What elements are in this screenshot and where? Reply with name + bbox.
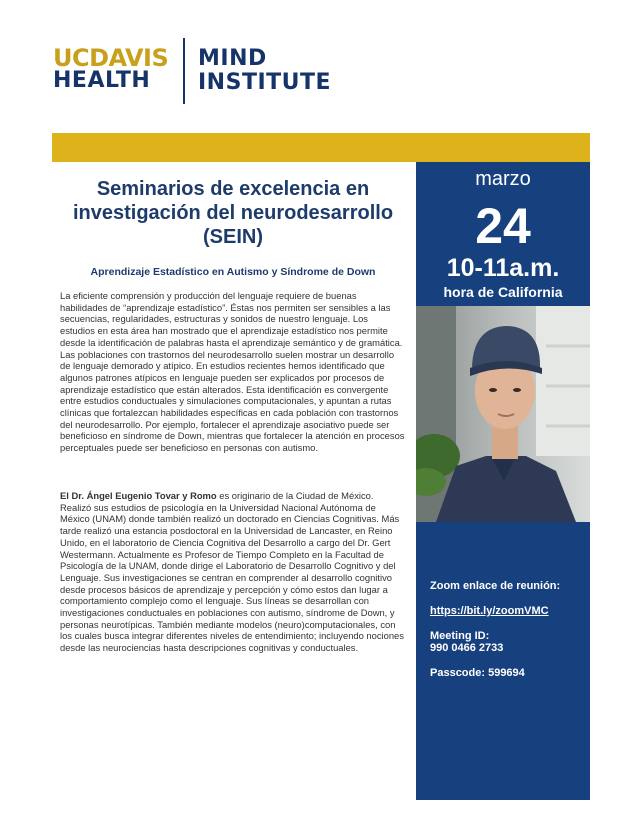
- speaker-bio-paragraph: [60, 490, 405, 654]
- zoom-link[interactable]: https://bit.ly/zoomVMC: [430, 605, 549, 617]
- passcode: Passcode: 599694: [430, 667, 525, 679]
- bio-text: es originario de la Ciudad de México. Realizó sus estudios de psicología en la Universidad Nacional Autónoma de México (UNAM) donde también realizó un doctorado en Ciencias Cognitivas. Más tarde realizó una estancia posdoctoral en la Universidad de Lancaster, en Reino Unido, en el laboratorio de Ciencia Cognitiva del Desarrollo a cargo del Dr. Gert Westermann. Actualmente es Profesor de Tiempo Completo en la Facultad de Psicología de la UNAM, donde dirige el Laboratorio de Desarrollo Cognitivo y del Lenguaje. Sus investigaciones se centran en comprender al desarrollo cognitivo desde procesos básicos de aprendizaje y percepción y cómo estos dan lugar a comportamiento complejo como el lenguaje. Sus líneas se desarrollan con investigaciones conductuales en poblaciones con autismo, síndrome de Down, y personas neurotípicas. También mediante modelos (neuro)computacionales, con los cuales busca integrar diferentes niveles de entendimiento; incluyendo nociones desde las neurociencias hasta descripciones cognitivas y conductuales.: [60, 490, 404, 654]
- institute-logo-wordmark: INSTITUTE: [198, 70, 332, 95]
- speaker-photo: [416, 306, 590, 522]
- mind-logo-wordmark: MIND: [198, 46, 267, 71]
- talk-subtitle: Aprendizaje Estadístico en Autismo y Síndrome de Down: [90, 266, 376, 278]
- meeting-id-value: 990 0466 2733: [430, 642, 504, 654]
- page-title: Seminarios de excelencia en investigación del neurodesarrollo (SEIN): [72, 178, 394, 248]
- event-time: 10-11a.m.: [446, 254, 560, 282]
- event-month: marzo: [475, 168, 531, 190]
- event-timezone: hora de California: [443, 284, 563, 300]
- event-day: 24: [475, 198, 531, 254]
- health-logo-wordmark: HEALTH: [53, 68, 151, 93]
- meeting-id-label: Meeting ID:: [430, 630, 490, 642]
- ucdavis-logo-wordmark: UCDAVIS: [53, 44, 169, 72]
- speaker-name: Ángel Eugenio Tovar y Romo: [86, 490, 217, 501]
- bio-prefix: El Dr.: [60, 490, 87, 501]
- gold-header-bar: [52, 133, 590, 162]
- abstract-paragraph: La eficiente comprensión y producción del lenguaje requiere de buenas habilidades de “aprendizaje estadístico”. Éstas nos permiten ser sensibles a las secuencias, regularidades, estructuras y sonidos de nuestro lenguaje. Los estudios en esta área han mostrado que el aprendizaje estadístico nos permite desde la identificación de palabras hasta el aprendizaje semántico y de gramática. Las poblaciones con trastornos del neurodesarrollo suelen mostrar un desarrollo de lenguaje demorado y atípico. En estudios recientes hemos identificado que algunos patrones atípicos en lenguaje pueden ser explicados por procesos de aprendizaje estadístico que están alterados. Esta identificación es convergente entre estudios conductuales y simulaciones computacionales, y apuntan a rutas clínicas que fortalezcan habilidades específicas en cada población con trastornos del neurodesarrollo. Por ejemplo, fortalecer el aprendizaje asociativo puede ser beneficioso en síndrome de Down, mientras que fortalecer la atención en procesos perceptuales puede ser beneficioso en personas con autismo.: [60, 290, 405, 454]
- logo-divider: [183, 38, 185, 104]
- zoom-label: Zoom enlace de reunión:: [430, 580, 561, 592]
